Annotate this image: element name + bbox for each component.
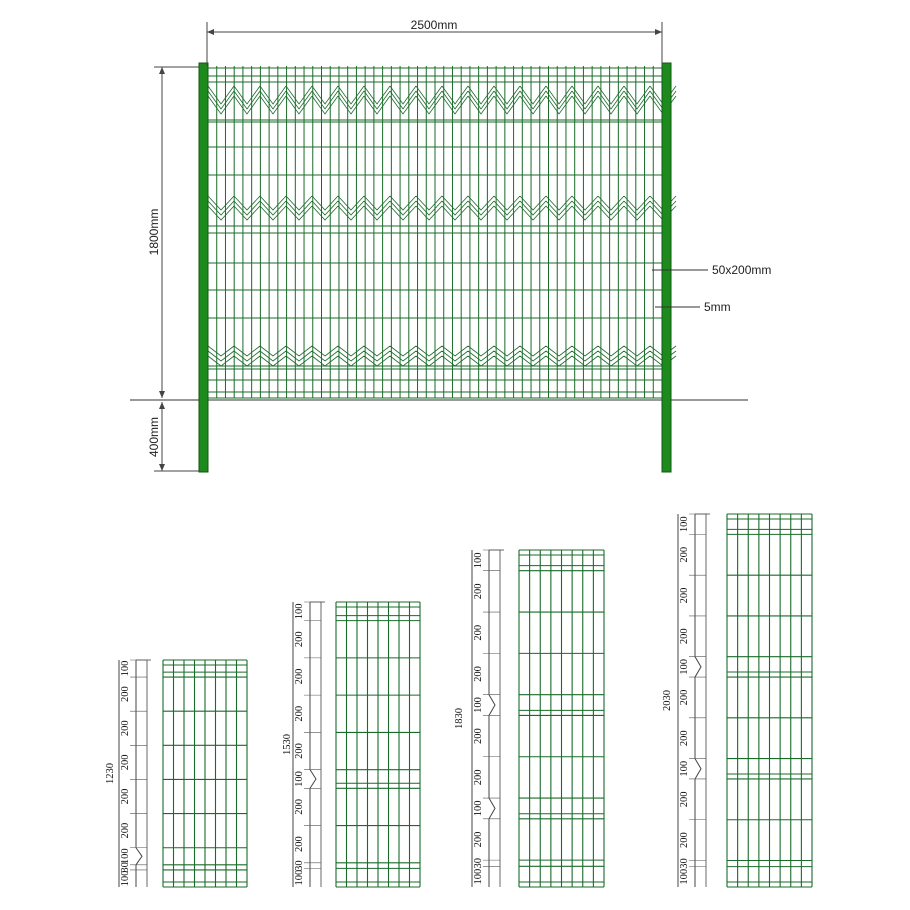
segment-label: 200 bbox=[120, 788, 131, 805]
segment-label: 200 bbox=[679, 730, 690, 747]
segment-label: 200 bbox=[120, 686, 131, 703]
segment-label: 200 bbox=[294, 743, 305, 759]
segment-label: 100 bbox=[120, 660, 131, 677]
segment-label: 100 bbox=[473, 868, 484, 885]
segment-label: 100 bbox=[473, 552, 484, 569]
segment-label: 200 bbox=[679, 628, 690, 645]
left-post bbox=[199, 63, 208, 472]
segment-label: 100 bbox=[679, 658, 690, 675]
segment-label: 200 bbox=[473, 831, 484, 848]
panel-profile bbox=[695, 514, 701, 887]
segment-label: 30 bbox=[679, 858, 690, 869]
segment-label: 200 bbox=[294, 668, 305, 685]
segment-label: 200 bbox=[120, 754, 131, 771]
segment-label: 200 bbox=[679, 791, 690, 808]
segment-label: 100 bbox=[679, 760, 690, 777]
panel-mesh bbox=[727, 514, 812, 887]
segment-label: 100 bbox=[473, 697, 484, 713]
segment-label: 200 bbox=[473, 583, 484, 600]
segment-label: 100 bbox=[120, 848, 131, 865]
segment-label: 200 bbox=[679, 689, 690, 706]
right-post bbox=[662, 63, 671, 472]
segment-label: 200 bbox=[679, 832, 690, 848]
width-label: 2500mm bbox=[410, 18, 458, 32]
panel-mesh bbox=[519, 550, 604, 887]
segment-label: 200 bbox=[473, 624, 484, 641]
segment-label: 100 bbox=[294, 869, 305, 886]
segment-label: 200 bbox=[294, 705, 305, 722]
panel-sections bbox=[105, 514, 812, 887]
main-fence-elevation bbox=[130, 18, 771, 472]
segment-label: 200 bbox=[679, 546, 690, 563]
panel-height-label: 1230 bbox=[105, 763, 116, 784]
height-dimension bbox=[147, 67, 199, 398]
segment-label: 100 bbox=[120, 870, 131, 887]
segment-label: 200 bbox=[294, 836, 305, 853]
segment-label: 200 bbox=[473, 769, 484, 786]
height-label: 1800mm bbox=[147, 208, 161, 256]
segment-label: 100 bbox=[473, 800, 484, 817]
panel-profile bbox=[310, 602, 316, 887]
panel-section bbox=[662, 514, 812, 887]
wire-label: 5mm bbox=[704, 300, 731, 314]
segment-label: 100 bbox=[679, 516, 690, 533]
segment-label: 200 bbox=[473, 728, 484, 744]
panel-height-label: 1530 bbox=[282, 734, 293, 755]
segment-label: 30 bbox=[294, 860, 305, 871]
panel-section bbox=[282, 602, 420, 887]
panel-section bbox=[454, 550, 604, 887]
segment-label: 200 bbox=[294, 631, 305, 648]
main-mesh bbox=[208, 66, 676, 398]
panel-mesh bbox=[163, 660, 247, 887]
burial-label: 400mm bbox=[147, 416, 161, 458]
panel-height-label: 1830 bbox=[454, 708, 465, 729]
panel-height-label: 2030 bbox=[662, 690, 673, 711]
segment-label: 30 bbox=[120, 862, 131, 873]
segment-label: 100 bbox=[294, 603, 305, 620]
panel-section bbox=[105, 660, 247, 887]
segment-label: 200 bbox=[120, 822, 131, 839]
burial-dimension bbox=[147, 402, 199, 471]
width-dimension bbox=[207, 18, 662, 66]
segment-label: 100 bbox=[679, 868, 690, 885]
panel-profile bbox=[136, 660, 142, 887]
segment-label: 200 bbox=[473, 666, 484, 682]
mesh-label: 50x200mm bbox=[712, 263, 772, 277]
segment-label: 200 bbox=[294, 799, 305, 815]
panel-profile bbox=[489, 550, 495, 887]
panel-mesh bbox=[336, 602, 420, 887]
segment-label: 200 bbox=[679, 587, 690, 604]
segment-label: 200 bbox=[120, 720, 131, 737]
segment-label: 100 bbox=[294, 771, 305, 787]
segment-label: 30 bbox=[473, 857, 484, 869]
